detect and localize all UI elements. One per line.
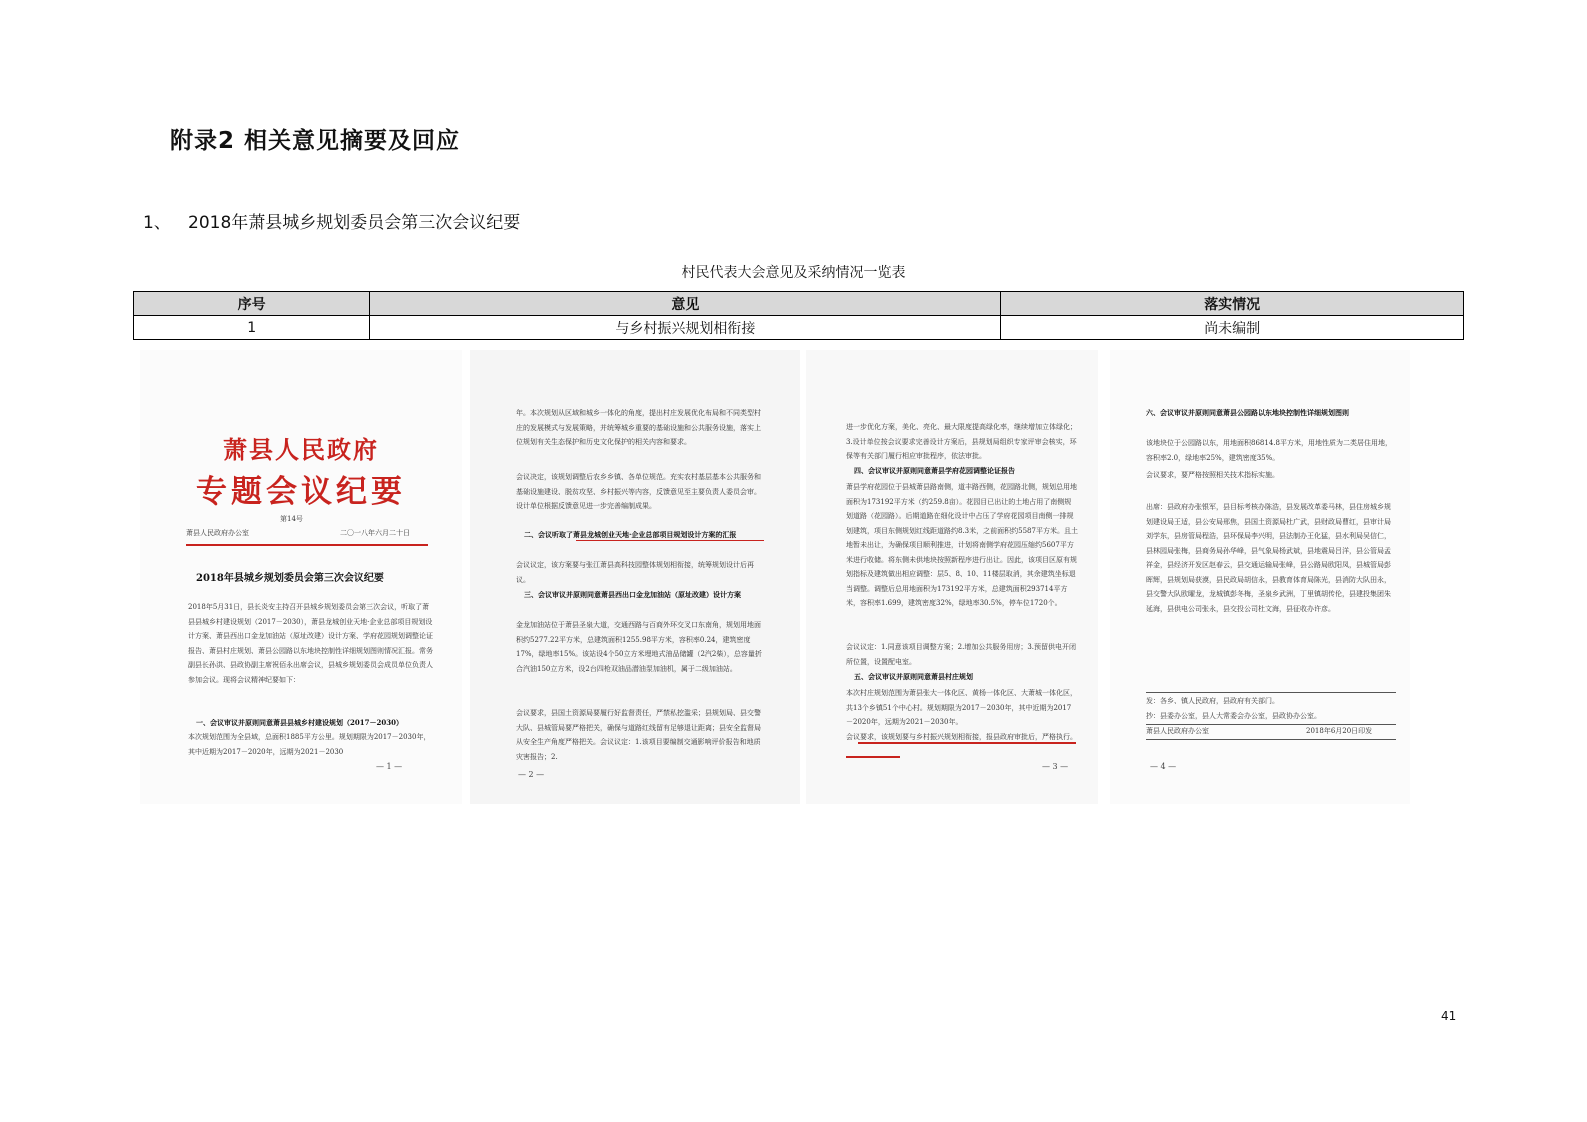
issue-date: 二〇一八年六月二十日 (340, 529, 410, 537)
doc-type: 专题会议纪要 (196, 474, 406, 510)
gov-name: 萧县人民政府 (223, 435, 379, 464)
page4-section-6: 六、会议审议并原则同意萧县公园路以东地块控制性详细规划图则 (1146, 408, 1349, 417)
minutes-title: 2018年县城乡规划委员会第三次会议纪要 (196, 573, 384, 584)
red-underline (576, 540, 764, 541)
section-number: 1、 (143, 213, 171, 233)
red-underline (858, 742, 1076, 744)
cell-status: 尚未编制 (1001, 316, 1464, 340)
page3-body-3: 会议议定：1.同意该项目调整方案；2.增加公共服务用房；3.预留供电开闭所位置，设置配电室。 (846, 643, 1077, 666)
page4-body-2: 会议要求，要严格按照相关技术指标实施。 (1146, 471, 1279, 479)
page-number: 41 (1441, 1009, 1457, 1023)
minutes-section-1-body: 本次规划范围为全县域，总面积1885平方公里。规划期限为2017－2030年，其中近期为2017－2020年，远期为2021－2030 (188, 733, 431, 756)
footer-divider (1146, 739, 1396, 740)
page3-section-4: 四、会议审议并原则同意萧县学府花园调整论证报告 (854, 466, 1015, 475)
red-divider (186, 544, 428, 546)
header-status: 落实情况 (1001, 292, 1464, 316)
page-heading: 附录2 相关意见摘要及回应 (170, 128, 461, 154)
page3-body-1: 进一步优化方案，美化、亮化、最大限度提高绿化率，继续增加立体绿化；3.设计单位按会议要求完善设计方案后，县规划局组织专家评审会核实，环保等有关部门履行相应审批程序，依法审批。 (846, 423, 1077, 460)
distribution-divider (1146, 692, 1396, 693)
page3-section-5: 五、会议审议并原则同意萧县村庄规划 (854, 672, 973, 681)
page4-distribution: 发：各乡、镇人民政府，县政府有关部门。 抄：县委办公室，县人大常委会办公室，县政协办公室。 (1146, 697, 1321, 720)
section-title: 2018年萧县城乡规划委员会第三次会议纪要 (188, 213, 521, 233)
page3-body-2: 萧县学府花园位于县城萧县路南侧，道丰路西侧，花园路北侧，规划总用地面积为173192平方米（约259.8亩）。花园目已出让的土地占用了南侧规划道路（花园路）。后期道路在细化设计中占压了学府花园项目南侧一排规划建筑，项目东侧规划红线距道路约8.3米，之前面积约5587平方米。且土地暂未出让，为确保项目顺利推进，计划将南侧学府花园压缩约5607平方米进行收储。将东侧未供地块按照新程序进行出让。因此，该项目区原有规划指标及建筑做出相应调整：层5、8、10、11楼层取消，其余建筑坐标退当调整。调整后总用地面积为173192平方米，总建筑面积293714平方米，容积率1.699，建筑密度32%，绿地率30.5%，停车位1720个。 (846, 483, 1078, 607)
scan-page-number: — 4 — (1150, 762, 1177, 771)
cell-opinion: 与乡村振兴规划相衔接 (370, 316, 1001, 340)
page4-print-date: 2018年6月20日印发 (1306, 727, 1373, 735)
page2-body-4: 金龙加油站位于萧县圣泉大道，交通西路与百商外环交叉口东南角，规划用地面积约5277.22平方米，总建筑面积1255.98平方米，容积率0.24，建筑密度17%，绿地率15%。该站设4个50立方米埋地式油品储罐（2汽2柴），总容量折合汽油150立方米，设2台四枪双油品潜油泵加油机，属于二级加油站。 (516, 621, 762, 673)
page4-body-1: 该地块位于公园路以东，用地面积86814.8平方米，用地性质为二类居住用地，容积率2.0，绿地率25%，建筑密度35%。 (1146, 439, 1392, 462)
page2-section-3: 三、会议审议并原则同意萧县西出口金龙加油站（原址改建）设计方案 (524, 590, 741, 599)
page2-body-5: 会议要求，县国土资源局要履行好监督责任，严禁私挖滥采；县规划局、县交警大队、县城管局要严格把关，确保与道路红线留有足够退让距离；县安全监督局从安全生产角度严格把关。会议议定：1.该项目要编制交通影响评价报告和地质灾害报告；2. (516, 709, 761, 761)
header-opinion: 意见 (370, 292, 1001, 316)
minutes-section-1: 一、会议审议并原则同意萧县县城乡村建设规划（2017－2030） (196, 718, 403, 727)
page3-body-4: 本次村庄规划范围为萧县张大一体化区、黄杨一体化区、大萧城一体化区，共13个乡镇51个中心村。规划期限为2017－2030年，其中近期为2017－2020年，远期为2021－2030年。 (846, 689, 1077, 726)
minutes-body: 2018年5月31日，县长炎安主持召开县城乡规划委员会第三次会议，听取了萧县县城乡村建设规划（2017－2030），萧县龙城创业天地·企业总部项目规划设计方案、萧县西出口金龙加油站（原址改建）设计方案、学府花园规划调整论证报告、萧县村庄规划、萧县公园路以东地块控制性详细规划图则情况汇报。常务副县长孙洪、县政协副主席祝佰永出席会议，县城乡规划委员会成员单位负责人参加会议。现将会议精神纪要如下： (188, 603, 433, 684)
issue-number: 第14号 (280, 515, 303, 523)
scanned-page-2 (470, 350, 800, 804)
scan-page-number: — 1 — (376, 762, 403, 771)
cell-index: 1 (134, 316, 370, 340)
red-underline (846, 756, 900, 758)
scanned-page-1 (140, 350, 462, 804)
header-index: 序号 (134, 292, 370, 316)
page2-body-3: 会议议定，该方案要与张江萧县高科技园整体规划相衔接，统筹规划设计后再议。 (516, 561, 754, 584)
table-caption: 村民代表大会意见及采纳情况一览表 (681, 265, 906, 281)
scan-page-number: — 3 — (1042, 762, 1069, 771)
table-header-row (134, 292, 1464, 316)
opinion-table (133, 291, 1464, 340)
page4-office: 萧县人民政府办公室 (1146, 727, 1209, 735)
page3-body-5: 会议要求，该规划要与乡村振兴规划相衔接，报县政府审批后，严格执行。 (846, 733, 1077, 741)
scanned-page-3 (806, 350, 1098, 804)
issuing-office: 萧县人民政府办公室 (186, 529, 249, 537)
table-row (134, 316, 1464, 340)
page4-attendees: 出席：县政府办张银军，县目标考核办陈浩，县发展改革委马林，县住房城乡规划建设局王适，县公安局邢焦，县国土资源局杜广武，县财政局曹红，县审计局刘学东，县房管局程浩，县环保局李兴明，县法制办王化猛，县水利局吴信仁，县林园局张梅，县商务局孙华峰，县气象局杨武斌，县地震局吕洋，县公管局孟祥金，县经济开发区赵春云，县交通运输局张峰，县公路局欧阳凤，县城管局彭晖辉，县规划局获漠，县民政局胡信永，县教育体育局陈光，县消防大队田永，县交警大队欧曜龙，龙城镇彭冬梅，圣泉乡武洲，丁里镇胡传伦，县建投集团朱延海，县供电公司张永，县交投公司杜文海，县征收办许彦。 (1146, 503, 1391, 613)
page2-body-2: 会议决定，该规划调整后农乡乡镇、各单位规范。充实农村基层基本公共服务和基础设施建设、脱贫攻坚、乡村振兴等内容，反馈意见至主要负责人委员会审。设计单位根据反馈意见进一步完善编制成果。 (516, 473, 761, 510)
scanned-page-4 (1110, 350, 1410, 804)
page2-section-2: 二、会议听取了萧县龙城创业天地·企业总部项目规划设计方案的汇报 (524, 530, 737, 539)
page2-body-1: 年。本次规划从区域和城乡一体化的角度，提出村庄发展优化布局和不同类型村庄的发展模式与发展策略，并统筹城乡重要的基础设施和公共服务设施，落实上位规划有关生态保护和历史文化保护的相关内容和要求。 (516, 409, 761, 446)
scan-page-number: — 2 — (518, 770, 545, 779)
